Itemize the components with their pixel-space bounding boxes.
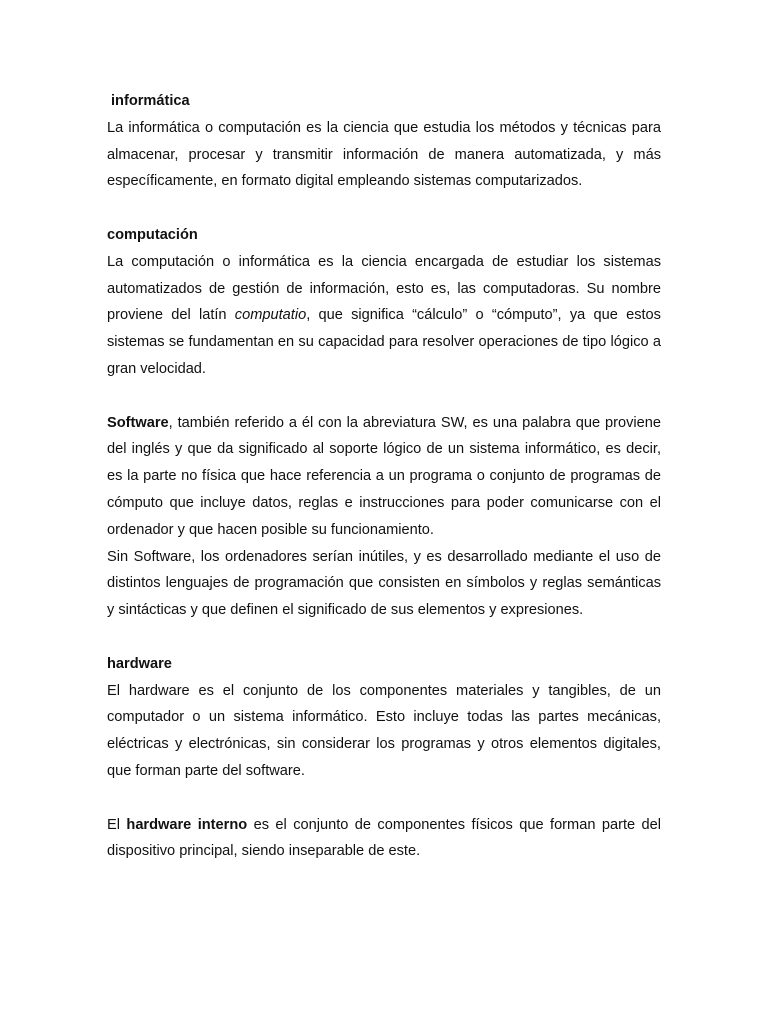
paragraph-software-text: , también referido a él con la abreviatura SW, es una palabra que proviene del inglés y que da significado al soporte lógico de un sistema informático, es decir, es la parte no física que hace referencia a un programa o conjunto de programas de cómputo que incluye datos, reglas e instrucciones para poder comunicarse con el ordenador y que hacen posible su funcionamiento. xyxy=(107,414,661,538)
document-page xyxy=(107,88,661,865)
paragraph-hardware-interno xyxy=(107,812,661,866)
paragraph-hardware: El hardware es el conjunto de los componentes materiales y tangibles, de un computador o un sistema informático. Esto incluye todas las partes mecánicas, eléctricas y electrónicas, sin considerar los programas y otros elementos digitales, que forman parte del software. xyxy=(107,682,661,779)
paragraph-hardware-interno-prefix: El xyxy=(107,816,127,833)
spacer xyxy=(107,624,661,651)
paragraph-hardware-interno-text: es el conjunto de componentes físicos que forman parte del dispositivo principal, siendo inseparable de este. xyxy=(107,816,662,860)
paragraph-informatica: La informática o computación es la ciencia que estudia los métodos y técnicas para almacenar, procesar y transmitir información de manera automatizada, y más específicamente, en formato digital empleando sistemas computarizados. xyxy=(107,119,661,190)
spacer xyxy=(107,383,661,410)
term-hardware-interno: hardware interno xyxy=(126,816,248,833)
heading-informatica: informática xyxy=(111,93,190,109)
paragraph-software xyxy=(107,410,661,544)
spacer xyxy=(107,195,661,222)
paragraph-computacion xyxy=(107,249,661,383)
latin-term-computatio: computatio xyxy=(234,307,307,324)
heading-hardware: hardware xyxy=(107,655,172,672)
spacer xyxy=(107,785,661,812)
paragraph-computacion-part1: La computación o informática es la ciencia encargada de estudiar los sistemas automatizados de gestión de información, esto es, las computadoras. Su nombre proviene del latín xyxy=(107,253,661,324)
term-software: Software xyxy=(107,414,169,431)
paragraph-computacion-part2: , que significa “cálculo” o “cómputo”, ya que estos sistemas se fundamentan en su capacidad para resolver operaciones de tipo lógico a gran velocidad. xyxy=(107,307,661,377)
heading-computacion: computación xyxy=(107,226,198,243)
paragraph-software-2: Sin Software, los ordenadores serían inútiles, y es desarrollado mediante el uso de distintos lenguajes de programación que consisten en símbolos y reglas semánticas y sintácticas y que definen el significado de sus elementos y expresiones. xyxy=(107,548,661,619)
